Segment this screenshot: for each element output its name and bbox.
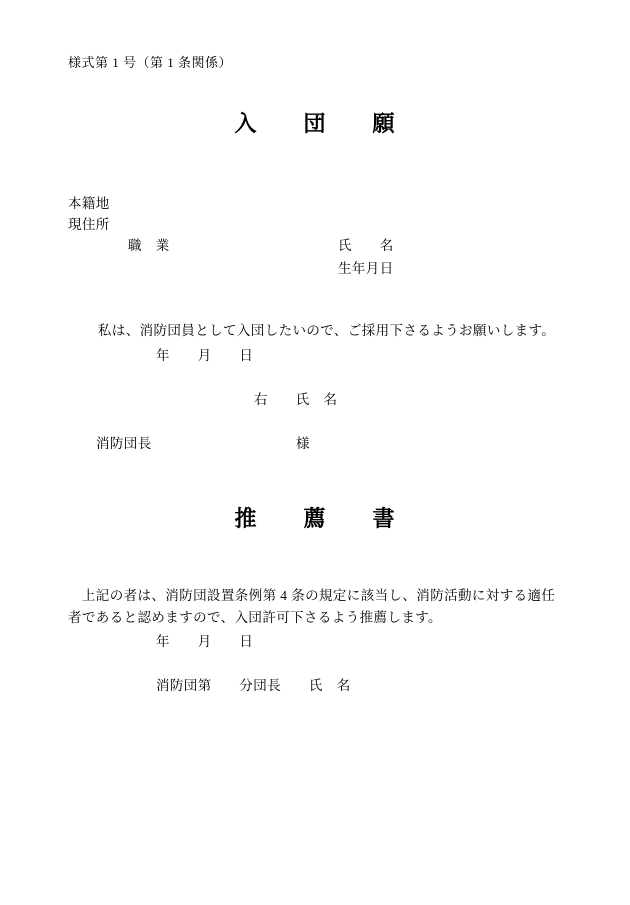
field-label-date-application: 年 月 日 <box>156 348 254 363</box>
field-label-fire-brigade-chief: 消防団長 <box>96 436 152 451</box>
field-label-branch-chief-name: 消防団第 分団長 氏 名 <box>156 678 351 693</box>
field-label-birthdate: 生年月日 <box>338 261 394 276</box>
field-label-permanent-address: 本籍地 <box>68 196 110 211</box>
field-label-applicant-name: 右 氏 名 <box>254 392 338 407</box>
field-label-honorific: 様 <box>296 436 310 451</box>
field-label-occupation: 職 業 <box>128 238 170 253</box>
field-label-current-address: 現住所 <box>68 217 110 232</box>
paragraph-application-request: 私は、消防団員として入団したいので、ご採用下さるようお願いします。 <box>84 323 556 338</box>
field-label-date-recommendation: 年 月 日 <box>156 634 254 649</box>
field-label-name: 氏 名 <box>338 238 394 253</box>
page-title-application: 入 団 願 <box>234 111 396 136</box>
paragraph-recommendation: 上記の者は、消防団設置条例第 4 条の規定に該当し、消防活動に対する適任者であると認めますので、入団許可下さるよう推薦します。 <box>68 588 556 625</box>
page-title-recommendation: 推 薦 書 <box>234 506 396 531</box>
form-number: 様式第 1 号（第 1 条関係） <box>68 55 233 70</box>
